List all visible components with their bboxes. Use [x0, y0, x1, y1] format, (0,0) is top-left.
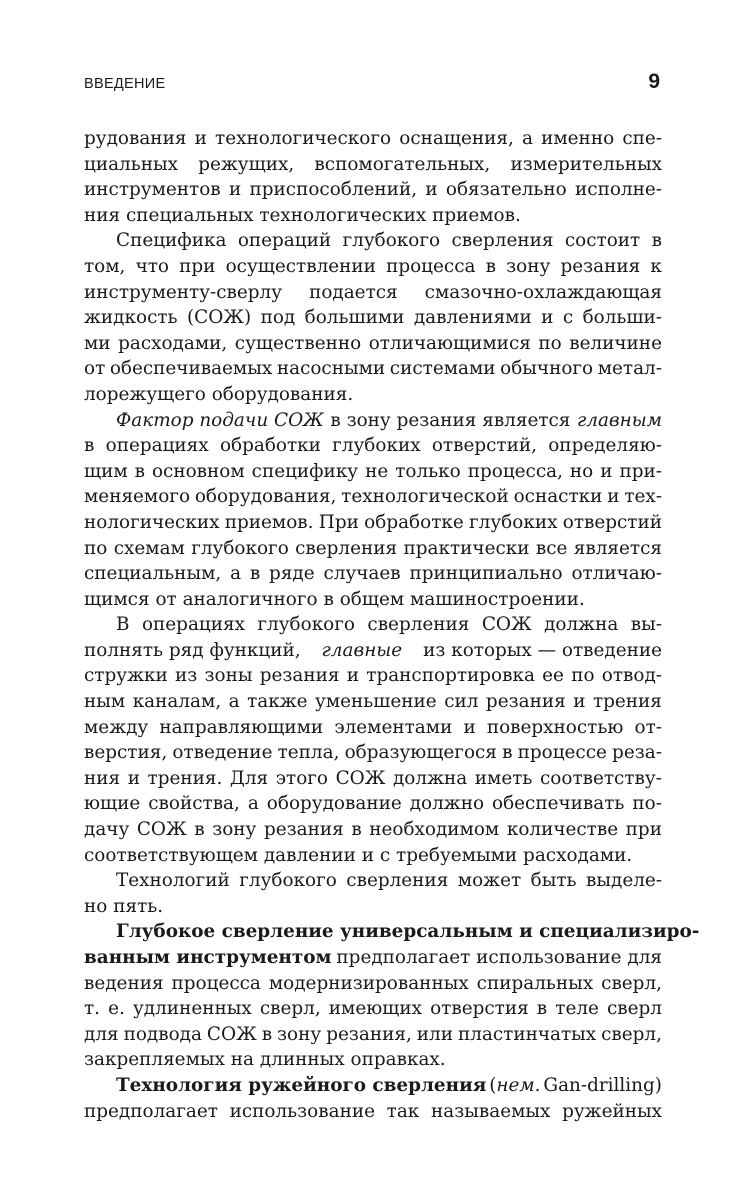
text-fragment: (нем. — [489, 1073, 540, 1099]
text-line: нологических приемов. При обработке глубоких отверстий — [84, 511, 662, 533]
text-line: верстия, отведение тепла, образующегося в процессе реза- — [84, 742, 662, 764]
text-line: дачу СОЖ в зону резания в необходимом количестве при — [84, 819, 662, 841]
text-line: щимся от аналогичного в общем машиностроении. — [84, 588, 585, 610]
text-line: меняемого оборудования, технологической оснастки и тех- — [84, 486, 662, 508]
italic-phrase: Фактор подачи СОЖ — [116, 409, 324, 431]
text-line: ми расходами, существенно отличающимися по величине — [84, 332, 662, 354]
text-line: жидкость (СОЖ) под большими давлениями и с больши- — [84, 307, 662, 329]
text-line: ведения процесса модернизированных спиральных сверл, — [84, 972, 662, 994]
text-line: В операциях глубокого сверления СОЖ должна вы- — [116, 614, 662, 636]
page-number: 9 — [648, 70, 660, 93]
bold-heading-phrase: ванным инструментом — [84, 947, 332, 968]
text-line: в операциях обработки глубоких отверстий, определяю- — [84, 435, 662, 457]
text-line: ния специальных технологических приемов. — [84, 204, 521, 226]
text-line: между направляющими элементами и поверхностью от- — [84, 716, 662, 738]
text-fragment: из которых — отведение — [423, 639, 662, 661]
text-line: циальных режущих, вспомогательных, измерительных — [84, 153, 662, 175]
text-line: Специфика операций глубокого сверления состоит в — [116, 230, 662, 252]
text-line: инструментов и приспособлений, и обязательно исполне- — [84, 179, 662, 201]
text-line: щим в основном специфику не только процесса, но и при- — [84, 460, 662, 482]
text-line-bold — [84, 919, 700, 945]
running-title: ВВЕДЕНИЕ — [84, 76, 166, 92]
bold-heading-phrase: Глубокое сверление универсальным и специализиро- — [116, 921, 700, 943]
italic-phrase: главным — [576, 409, 662, 431]
text-line-mixed — [84, 408, 662, 434]
italic-phrase: нем. — [496, 1074, 541, 1096]
text-line: ным каналам, а также уменьшение сил резания и трения — [84, 691, 662, 713]
text-fragment: предполагает использование для — [336, 947, 662, 968]
page-header — [84, 70, 660, 100]
text-line-mixed — [84, 1073, 662, 1099]
text-line: ния и трения. Для этого СОЖ должна иметь соответству- — [84, 767, 662, 789]
italic-phrase: главные — [321, 639, 403, 661]
text-line: предполагает использование так называемых ружейных — [84, 1100, 662, 1122]
text-line: лорежущего оборудования. — [84, 383, 354, 405]
text-line-mixed — [84, 638, 662, 664]
text-line: но пять. — [84, 895, 164, 917]
bold-heading-phrase: Технология ружейного сверления — [116, 1074, 487, 1096]
text-line: от обеспечиваемых насосными системами обычного метал- — [84, 358, 662, 380]
text-line: для подвода СОЖ в зону резания, или пластинчатых сверл, — [84, 1023, 662, 1045]
text-line: закрепляемых на длинных оправках. — [84, 1049, 446, 1071]
text-line-mixed — [84, 945, 662, 971]
text-line: специальным, а в ряде случаев принципиально отличаю- — [84, 563, 662, 585]
text-line: инструменту-сверлу подается смазочно-охлаждающая — [84, 281, 662, 303]
text-line: по схемам глубокого сверления практически все является — [84, 537, 662, 559]
text-fragment: Gan-drilling) — [543, 1074, 662, 1096]
text-line: стружки из зоны резания и транспортировка ее по отвод- — [84, 665, 662, 687]
text-fragment: в зону резания является — [330, 409, 571, 431]
text-line: т. е. удлиненных сверл, имеющих отверстия в теле сверл — [84, 998, 662, 1020]
text-line: ющие свойства, а оборудование должно обеспечивать по- — [84, 793, 662, 815]
text-line: том, что при осуществлении процесса в зону резания к — [84, 255, 662, 277]
text-line: рудования и технологического оснащения, а именно спе- — [84, 128, 662, 149]
body-text — [84, 126, 700, 1124]
text-fragment: полнять ряд функций, — [84, 639, 301, 661]
text-line: соответствующем давлении и с требуемыми расходами. — [84, 844, 633, 866]
text-line: Технологий глубокого сверления может быть выделе- — [116, 870, 662, 892]
